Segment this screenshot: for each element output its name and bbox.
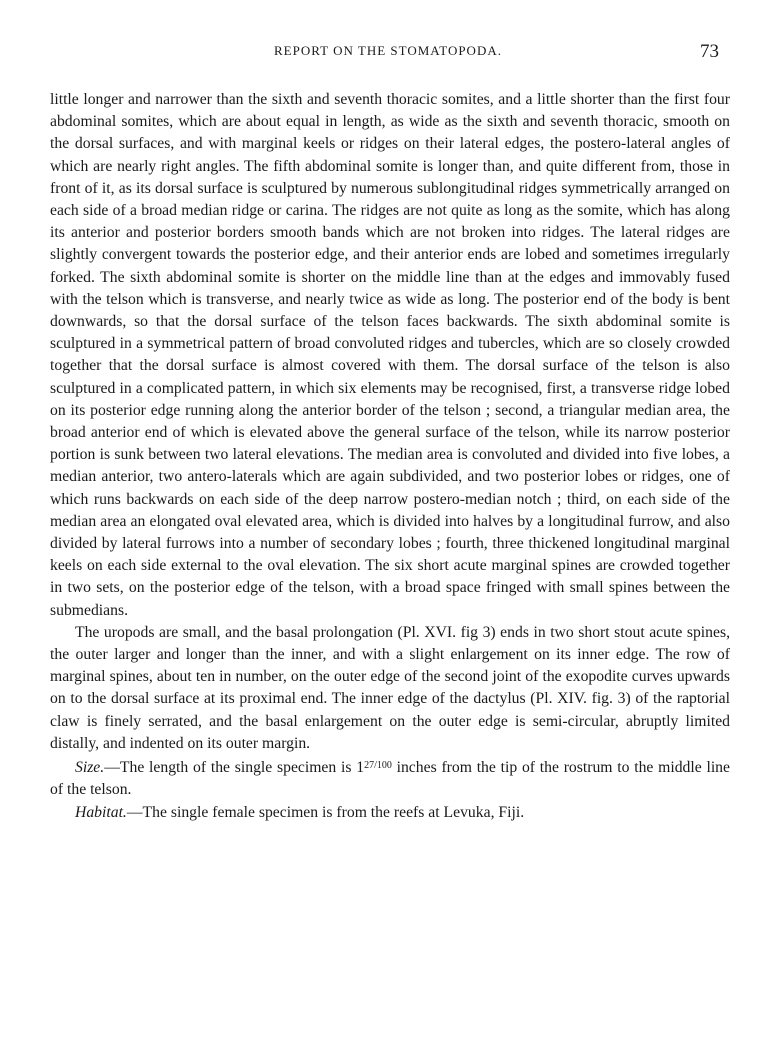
- paragraph-description: little longer and narrower than the sixth and seventh thoracic somites, and a little shorter than the first four abdominal somites, which are about equal in length, as wide as the sixth and seventh thoracic, smooth on the dorsal surfaces, and with marginal keels or ridges on their lateral edges, the postero-lateral angles of which are nearly right angles. The fifth abdominal somite is longer than, and quite different from, those in front of it, as its dorsal surface is sculptured by numerous sublongitudinal ridges symmetrically arranged on each side of a broad median ridge or carina. The ridges are not quite as long as the somite, which has along its anterior and posterior borders smooth bands which are not broken into ridges. The lateral ridges are slightly convergent towards the posterior edge, and their anterior ends are lobed and sometimes irregularly forked. The sixth abdominal somite is shorter on the middle line than at the edges and immovably fused with the telson which is transverse, and nearly twice as wide as long. The posterior end of the body is bent downwards, so that the dorsal surface of the telson faces backwards. The sixth abdominal somite is sculptured in a symmetrical pattern of broad convoluted ridges and tubercles, which are so closely crowded together that the dorsal surface is almost covered with them. The dorsal surface of the telson is also sculptured in a complicated pattern, in which six elements may be recognised, first, a transverse ridge lobed on its posterior edge running along the anterior border of the telson ; second, a triangular median area, the broad anterior end of which is elevated above the general surface of the telson, while its narrow posterior portion is sunk between two lateral elevations. The median area is convoluted and divided into five lobes, a median anterior, two antero-laterals which are again subdivided, and two posterior lobes or ridges, one of which runs backwards on each side of the deep narrow postero-median notch ; third, on each side of the median area an elongated oval elevated area, which is divided into halves by a longitudinal furrow, and also divided by lateral furrows into a number of secondary lobes ; fourth, three thickened longitudinal marginal keels on each side external to the oval elevation. The six short acute marginal spines are crowded together in two sets, on the posterior edge of the telson, with a broad space fringed with small spines between the submedians.: [50, 91, 730, 619]
- paragraph-habitat: [50, 802, 730, 824]
- paragraph-size: [50, 755, 730, 801]
- size-dash: —: [104, 759, 120, 777]
- page-number: 73: [700, 41, 719, 62]
- body-text: [50, 89, 730, 824]
- habitat-label: Habitat.: [75, 803, 127, 821]
- habitat-text: The single female specimen is from the reefs at Levuka, Fiji.: [142, 803, 525, 821]
- size-label: Size.: [75, 759, 105, 777]
- running-header: REPORT ON THE STOMATOPODA.: [274, 43, 502, 58]
- size-fraction: 27/100: [364, 760, 392, 772]
- habitat-dash: —: [126, 803, 143, 821]
- paragraph-uropods: The uropods are small, and the basal prolongation (Pl. XVI. fig 3) ends in two short stout acute spines, the outer larger and longer than the inner, and with a slight enlargement on its inner edge. The row of marginal spines, about ten in number, on the outer edge of the second joint of the exopodite curves upwards on to the dorsal surface at its proximal end. The inner edge of the dactylus (Pl. XIV. fig. 3) of the raptorial claw is finely serrated, and the basal enlargement on the outer edge is semi-circular, abruptly limited distally, and indented on its outer margin.: [50, 623, 730, 752]
- size-text-after: inches from the tip of the rostrum to the middle line of the telson.: [50, 759, 730, 799]
- size-text-before: The length of the single specimen is 1: [119, 759, 365, 777]
